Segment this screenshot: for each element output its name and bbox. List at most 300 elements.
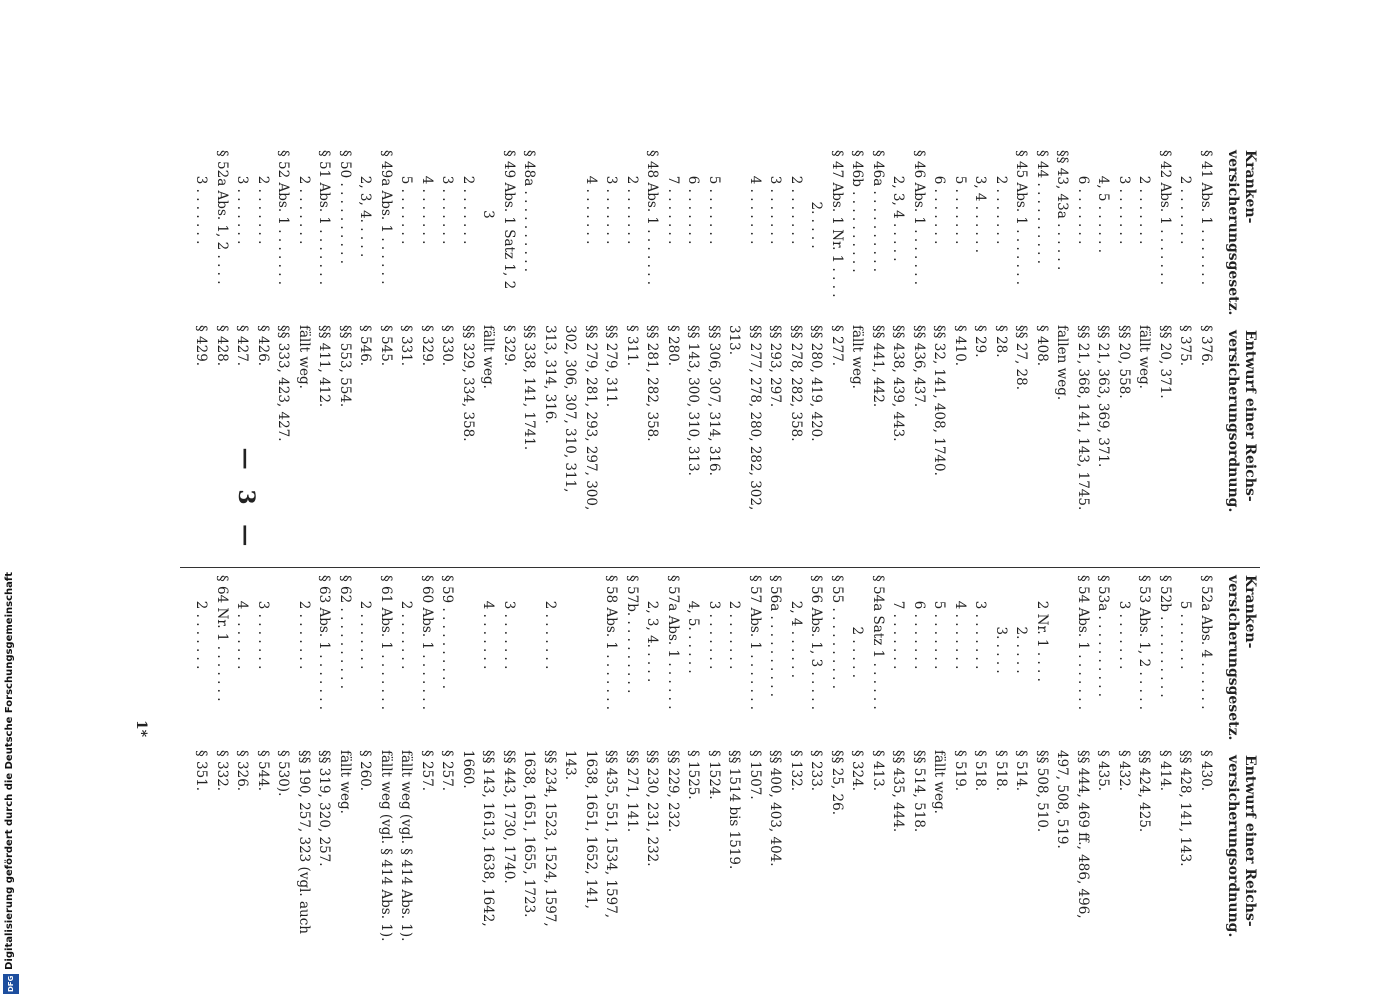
rvo-reference: fällt weg.	[296, 325, 312, 389]
kvg-reference: 2 . . . . . . .	[788, 150, 804, 245]
table-row	[417, 575, 438, 995]
table-row	[1073, 150, 1094, 560]
col-header-right-entwurf: Entwurf einer Reichs- versicherungsordnung.	[1225, 755, 1258, 938]
table-row	[560, 150, 581, 560]
kvg-reference: 5 . . . . . . .	[952, 150, 968, 245]
table-row	[806, 575, 827, 995]
kvg-reference: § 46 Abs. 1 . . . . . . .	[911, 150, 927, 286]
kvg-reference: 3, 4 . . . . . .	[972, 150, 989, 254]
kvg-reference: § 57a Abs. 1 . . . . . .	[665, 575, 681, 710]
rvo-reference: §§ 190, 257, 323 (vgl. auch	[296, 750, 312, 934]
rvo-reference: § 432.	[1116, 750, 1132, 792]
kvg-reference: 6 . . . . . . .	[1075, 150, 1091, 245]
kvg-reference: § 54 Abs. 1 . . . . . . .	[1075, 575, 1091, 711]
table-row	[191, 150, 212, 560]
table-row	[847, 575, 868, 995]
rvo-reference: §§ 338, 141, 1741.	[521, 325, 538, 451]
table-row	[581, 150, 602, 560]
kvg-reference: 4 . . . . . . .	[234, 575, 251, 670]
table-row	[335, 150, 356, 560]
kvg-reference: 6 . . . . . . .	[911, 575, 927, 670]
kvg-reference: §§ 43, 43a . . . . . .	[1054, 150, 1071, 271]
kvg-reference: § 58 Abs. 1 . . . . . . .	[603, 575, 620, 711]
kvg-reference: § 52a Abs. 4 . . . . . .	[1198, 575, 1214, 710]
rvo-reference: § 280.	[665, 325, 681, 367]
table-row	[560, 575, 581, 995]
table-row	[950, 150, 971, 560]
table-row	[929, 150, 950, 560]
rvo-reference: §§ 229, 232.	[665, 750, 681, 833]
table-row	[970, 150, 991, 560]
rvo-reference: §§ 271, 141.	[624, 750, 640, 833]
kvg-reference: § 41 Abs. 1 . . . . . . .	[1198, 150, 1214, 286]
rvo-reference: fallen weg.	[1054, 325, 1071, 401]
rvo-reference: § 132.	[788, 750, 804, 792]
rvo-reference: §§ 25, 26.	[829, 750, 845, 816]
table-row	[1011, 150, 1032, 560]
kvg-reference: 4, 5. . . . . .	[685, 575, 702, 674]
kvg-reference	[560, 575, 581, 750]
rvo-reference: §§ 508, 510.	[1034, 750, 1050, 833]
kvg-reference: § 60 Abs. 1 . . . . . . .	[419, 575, 435, 711]
rvo-reference: 497, 508, 519.	[1054, 750, 1071, 849]
kvg-reference	[458, 575, 479, 750]
kvg-reference: 5 . . . . . . .	[398, 150, 415, 245]
rvo-reference: §§ 281, 282, 358.	[644, 325, 661, 442]
rvo-reference: 1660.	[460, 750, 476, 789]
rvo-reference: §§ 424, 425.	[1136, 750, 1153, 833]
table-row	[273, 575, 294, 995]
kvg-reference: § 62 . . . . . . . . . .	[337, 575, 353, 690]
table-row	[1114, 150, 1135, 560]
rvo-reference: § 311.	[624, 325, 640, 367]
kvg-reference: § 52b . . . . . . . . . .	[1157, 575, 1173, 698]
rvo-reference: §§ 400, 403, 404.	[767, 750, 784, 867]
rvo-reference: § 544.	[255, 750, 271, 792]
kvg-reference: 3 . . . . . . .	[706, 575, 722, 670]
table-row	[1093, 150, 1114, 560]
table-row	[1134, 150, 1155, 560]
table-row	[212, 575, 233, 995]
table-row	[1196, 575, 1217, 995]
table-row	[991, 575, 1012, 995]
kvg-reference: § 64 Nr. 1 . . . . . . .	[214, 575, 230, 702]
table-row	[478, 575, 499, 995]
col-header-right-krankenversicherung: Kranken- versicherungsgesetz.	[1225, 575, 1258, 741]
table-row	[1032, 150, 1053, 560]
table-row	[437, 150, 458, 560]
rvo-reference: §§ 553, 554.	[337, 325, 353, 408]
kvg-reference: 2. . . . .	[808, 150, 825, 249]
kvg-reference: 2 . . . . . . .	[398, 575, 415, 670]
rvo-reference: § 427.	[234, 325, 251, 367]
table-row	[458, 575, 479, 995]
rvo-reference: § 326.	[234, 750, 251, 792]
kvg-reference: 2 . . . . . . .	[542, 575, 558, 670]
table-row	[499, 150, 520, 560]
rvo-reference: §§ 230, 231, 232.	[644, 750, 661, 867]
kvg-reference: 6 . . . . . . .	[685, 150, 702, 245]
rvo-reference: §§ 435, 444.	[890, 750, 907, 833]
kvg-reference: 2 . . . . . . .	[193, 575, 210, 670]
kvg-reference: 2 . . . . . . .	[624, 150, 640, 245]
rvo-reference: § 435.	[1095, 750, 1112, 792]
rvo-reference: §§ 143, 300, 310, 313.	[685, 325, 702, 476]
rvo-reference: § 376.	[1198, 325, 1214, 367]
table-row	[909, 575, 930, 995]
rvo-reference: fällt weg.	[931, 750, 948, 814]
table-row	[745, 575, 766, 995]
rvo-reference: §§ 306, 307, 314, 316.	[706, 325, 722, 476]
kvg-reference: § 42 Abs. 1 . . . . . . .	[1157, 150, 1173, 286]
table-row	[765, 575, 786, 995]
rvo-reference: §§ 319, 320, 257.	[316, 750, 333, 867]
kvg-reference: 2, 3, 4 . . . . .	[890, 150, 907, 262]
kvg-reference: § 53a . . . . . . . . . .	[1095, 575, 1112, 698]
rvo-reference: § 375.	[1177, 325, 1194, 367]
col-header-left-krankenversicherung: Kranken- versicherungsgesetz.	[1225, 150, 1258, 316]
kvg-reference: § 63 Abs. 1 . . . . . . .	[316, 575, 333, 711]
table-row	[335, 575, 356, 995]
rvo-reference: 1638, 1651, 1652, 141,	[583, 750, 599, 909]
table-row	[1073, 575, 1094, 995]
kvg-reference	[273, 575, 294, 750]
table-row	[1134, 575, 1155, 995]
kvg-reference: § 56 Abs. 1, 3 . . . . .	[808, 575, 825, 711]
table-row	[273, 150, 294, 560]
table-row	[929, 575, 950, 995]
kvg-reference: 4 . . . . . . .	[747, 150, 763, 245]
kvg-reference: 5 . . . . . . .	[1177, 575, 1194, 670]
rvo-reference: § 518.	[972, 750, 989, 792]
rvo-reference: 313, 314, 316.	[542, 325, 558, 424]
kvg-reference: 3 . . . . . . .	[234, 150, 251, 245]
table-row	[540, 150, 561, 560]
kvg-reference: 3 . . . . . . .	[501, 575, 517, 670]
table-row	[745, 150, 766, 560]
rvo-reference: §§ 27, 28.	[1013, 325, 1030, 391]
rvo-reference: §§ 443, 1730, 1740.	[501, 750, 517, 884]
rvo-reference: §§ 280, 419, 420.	[808, 325, 825, 442]
kvg-reference: 2 . . . . . . .	[296, 150, 312, 245]
rvo-reference: §§ 20, 371.	[1157, 325, 1173, 399]
rvo-reference: § 429.	[193, 325, 210, 367]
kvg-reference: 2, 3, 4. . . . .	[644, 575, 661, 683]
table-row	[847, 150, 868, 560]
table-row	[458, 150, 479, 560]
kvg-reference: § 45 Abs. 1 . . . . . . .	[1013, 150, 1030, 286]
table-row	[1155, 150, 1176, 560]
kvg-reference: 5 . . . . . . .	[706, 150, 722, 245]
rvo-reference: § 1507.	[747, 750, 763, 800]
rvo-reference: § 332.	[214, 750, 230, 792]
table-row	[1175, 575, 1196, 995]
kvg-reference: § 52 Abs. 1 . . . . . . .	[275, 150, 292, 286]
kvg-reference: § 46b . . . . . . . . . .	[849, 150, 866, 273]
table-row	[376, 150, 397, 560]
rvo-reference: fällt weg (vgl. § 414 Abs. 1).	[378, 750, 394, 942]
kvg-reference: § 53 Abs. 1, 2 . . . . .	[1136, 575, 1153, 711]
kvg-reference: 5 . . . . . . .	[931, 575, 948, 670]
kvg-reference: § 51 Abs. 1 . . . . . . .	[316, 150, 333, 286]
rvo-reference: §§ 333, 423, 427.	[275, 325, 292, 442]
table-row	[519, 575, 540, 995]
table-row	[396, 575, 417, 995]
kvg-reference: 7 . . . . . . .	[890, 575, 907, 670]
kvg-reference: 2 . . . . . . .	[255, 150, 271, 245]
table-row	[970, 575, 991, 995]
table-row	[806, 150, 827, 560]
kvg-reference: § 54a Satz 1 . . . . . .	[870, 575, 886, 710]
rvo-reference: §§ 438, 439, 443.	[890, 325, 907, 442]
kvg-reference: 2 . . . . . . .	[993, 150, 1009, 245]
rvo-reference: 143.	[562, 750, 579, 781]
kvg-reference: 2 Nr. 1 . . . .	[1034, 575, 1050, 682]
col-header-left-entwurf: Entwurf einer Reichs- versicherungsordnung.	[1225, 330, 1258, 513]
rvo-reference: §§ 21, 368, 141, 143, 1745.	[1075, 325, 1091, 511]
table-row	[314, 575, 335, 995]
rvo-reference: § 545.	[378, 325, 394, 367]
rvo-reference: § 233.	[808, 750, 825, 792]
rvo-reference: § 546.	[357, 325, 374, 367]
table-left	[193, 150, 1258, 560]
left-rows	[191, 150, 1216, 560]
table-row	[355, 575, 376, 995]
rvo-reference: § 518.	[993, 750, 1009, 792]
kvg-reference	[581, 575, 602, 750]
rvo-reference: §§ 441, 442.	[870, 325, 886, 408]
rvo-reference: § 530).	[275, 750, 292, 797]
table-row	[540, 575, 561, 995]
rvo-reference: §§ 435, 551, 1534, 1597,	[603, 750, 620, 919]
table-row	[950, 575, 971, 995]
right-rows	[191, 575, 1216, 995]
table-row	[622, 575, 643, 995]
table-row	[232, 575, 253, 995]
kvg-reference: § 46a . . . . . . . . . .	[870, 150, 886, 273]
table-row	[642, 575, 663, 995]
rvo-reference: §§ 436, 437.	[911, 325, 927, 408]
table-row	[253, 150, 274, 560]
table-row	[294, 150, 315, 560]
table-row	[1052, 150, 1073, 560]
rvo-reference: fällt weg (vgl. § 414 Abs. 1).	[398, 750, 415, 942]
kvg-reference: 4, 5 . . . . . .	[1095, 150, 1112, 254]
rvo-reference: § 329.	[419, 325, 435, 367]
rvo-reference: § 260.	[357, 750, 374, 792]
kvg-reference: 2, 3, 4. . . . .	[357, 150, 374, 258]
rvo-reference: § 1524.	[706, 750, 722, 800]
table-row	[888, 575, 909, 995]
rvo-reference: fällt weg.	[1136, 325, 1153, 389]
kvg-reference: 2 . . . . . . .	[296, 575, 312, 670]
rvo-reference: § 324.	[849, 750, 866, 792]
rvo-reference: §§ 444, 469 ff., 486, 496,	[1075, 750, 1091, 919]
table-row	[437, 575, 458, 995]
table-row	[314, 150, 335, 560]
table-row	[212, 150, 233, 560]
rvo-reference: §§ 1514 bis 1519.	[726, 750, 743, 870]
kvg-reference: 2 . . . . . . .	[460, 150, 476, 245]
kvg-reference: 3 . . . . . . .	[1116, 150, 1132, 245]
kvg-reference: 2, 4 . . . . . .	[788, 575, 804, 679]
kvg-reference: 3 . . . . . . .	[767, 150, 784, 245]
sheet-signature: 1*	[133, 720, 149, 738]
kvg-reference: § 52a Abs. 1, 2 . . . .	[214, 150, 230, 285]
table-row	[683, 150, 704, 560]
rvo-reference: §§ 279, 281, 293, 297, 300,	[583, 325, 599, 511]
table-row	[396, 150, 417, 560]
divider-vertical-1	[180, 567, 1260, 568]
table-row	[478, 150, 499, 560]
rvo-reference: §§ 411, 412.	[316, 325, 333, 408]
table-row	[601, 150, 622, 560]
table-row	[704, 575, 725, 995]
table-row	[786, 575, 807, 995]
rvo-reference: §§ 278, 282, 358.	[788, 325, 804, 442]
kvg-reference: 3 . . . . . . .	[972, 575, 989, 670]
table-row	[663, 575, 684, 995]
table-row	[1196, 150, 1217, 560]
table-row	[888, 150, 909, 560]
rvo-reference: § 277.	[829, 325, 845, 367]
kvg-reference: § 57 Abs. 1 . . . . . . .	[747, 575, 763, 711]
table-row	[642, 150, 663, 560]
rvo-reference: § 329.	[501, 325, 517, 367]
kvg-reference: 2 . . . . . . .	[357, 575, 374, 670]
kvg-reference: 4 . . . . . . .	[419, 150, 435, 245]
kvg-reference	[724, 150, 745, 325]
table-row	[1175, 150, 1196, 560]
table-row	[191, 575, 212, 995]
kvg-reference: § 59 . . . . . . . . . .	[439, 575, 456, 690]
kvg-reference: § 48 Abs. 1 . . . . . . .	[644, 150, 661, 286]
table-row	[232, 150, 253, 560]
kvg-reference: § 50 . . . . . . . . . .	[337, 150, 353, 265]
table-row	[581, 575, 602, 995]
rvo-reference: 302, 306, 307, 310, 311,	[562, 325, 579, 493]
table-row	[253, 575, 274, 995]
kvg-reference: § 56a . . . . . . . . . .	[767, 575, 784, 698]
table-row	[1155, 575, 1176, 995]
rvo-reference: § 428.	[214, 325, 230, 367]
kvg-reference: 6 . . . . . . .	[931, 150, 948, 245]
page-number: — 3 —	[233, 447, 259, 553]
rvo-reference: §§ 21, 363, 369, 371.	[1095, 325, 1112, 468]
kvg-reference: § 61 Abs. 1 . . . . . . .	[378, 575, 394, 711]
table-row	[1032, 575, 1053, 995]
table-row	[1011, 575, 1032, 995]
credit-text: Digitalisierung gefördert durch die Deutsche Forschungsgemeinschaft	[4, 572, 15, 970]
rvo-reference: § 408.	[1034, 325, 1050, 367]
table-row	[704, 150, 725, 560]
rvo-reference: § 28.	[993, 325, 1009, 358]
kvg-reference: § 47 Abs. 1 Nr. 1 . . . .	[829, 150, 845, 298]
table-row	[355, 150, 376, 560]
rvo-reference: § 514.	[1013, 750, 1030, 792]
rvo-reference: § 519.	[952, 750, 968, 792]
kvg-reference: § 55 . . . . . . . . . .	[829, 575, 845, 690]
kvg-reference: § 49 Abs. 1 Satz 1, 2	[501, 150, 517, 290]
kvg-reference: § 44 . . . . . . . . . .	[1034, 150, 1050, 265]
table-row	[1093, 575, 1114, 995]
table-row	[376, 575, 397, 995]
kvg-reference: 2 . . . . . . .	[1136, 150, 1153, 245]
table-row	[683, 575, 704, 995]
rvo-reference: § 330.	[439, 325, 456, 367]
table-row	[1114, 575, 1135, 995]
kvg-reference	[540, 150, 561, 325]
rvo-reference: §§ 20, 558.	[1116, 325, 1132, 399]
kvg-reference: 4 . . . . . . .	[952, 575, 968, 670]
kvg-reference: 2 . . . . . . .	[726, 575, 743, 670]
rvo-reference: fällt weg.	[480, 325, 497, 389]
kvg-reference: § 48a . . . . . . . . . .	[521, 150, 538, 273]
table-right	[193, 575, 1258, 995]
rvo-reference: § 414.	[1157, 750, 1173, 792]
kvg-reference: 3	[480, 150, 497, 219]
kvg-reference	[519, 575, 540, 750]
table-row	[601, 575, 622, 995]
kvg-reference: 7 . . . . . . .	[665, 150, 681, 245]
table-row	[827, 575, 848, 995]
table-row	[519, 150, 540, 560]
table-row	[663, 150, 684, 560]
table-row	[909, 150, 930, 560]
kvg-reference: 3 . . . . . . .	[255, 575, 271, 670]
rvo-reference: §§ 279, 311.	[603, 325, 620, 408]
table-row	[827, 150, 848, 560]
rvo-reference: §§ 293, 297.	[767, 325, 784, 408]
rvo-reference: § 29.	[972, 325, 989, 358]
kvg-reference: 3 . . . . . . .	[439, 150, 456, 245]
kvg-reference	[560, 150, 581, 325]
kvg-reference: 4 . . . . . . .	[583, 150, 599, 245]
table-row	[417, 150, 438, 560]
rvo-reference: §§ 428, 141, 143.	[1177, 750, 1194, 867]
rvo-reference: 1638, 1651, 1655, 1723.	[521, 750, 538, 918]
sidebar-credit	[0, 0, 24, 1000]
table-row	[1052, 575, 1073, 995]
rvo-reference: §§ 329, 334, 358.	[460, 325, 476, 442]
rvo-reference: §§ 32, 141, 408, 1740.	[931, 325, 948, 476]
table-row	[786, 150, 807, 560]
rvo-reference: fällt weg.	[849, 325, 866, 389]
kvg-reference: 2 . . . . . . .	[1177, 150, 1194, 245]
kvg-reference	[1052, 575, 1073, 750]
table-row	[868, 150, 889, 560]
kvg-reference: 2. . . . .	[1013, 575, 1030, 674]
table-row	[724, 575, 745, 995]
table-row	[622, 150, 643, 560]
rvo-reference: § 410.	[952, 325, 968, 367]
rvo-reference: § 331.	[398, 325, 415, 367]
rvo-reference: § 430.	[1198, 750, 1214, 792]
dfg-logo: DFG	[3, 974, 19, 994]
rvo-reference: § 257.	[439, 750, 456, 792]
kvg-reference: 3. . . . .	[993, 575, 1009, 674]
rvo-reference: fällt weg.	[337, 750, 353, 814]
table-row	[991, 150, 1012, 560]
table-row	[499, 575, 520, 995]
table-row	[724, 150, 745, 560]
rvo-reference: §§ 234, 1523, 1524, 1597,	[542, 750, 558, 927]
kvg-reference: 4 . . . . . . .	[480, 575, 497, 670]
table-row	[868, 575, 889, 995]
kvg-reference: § 49a Abs. 1 . . . . . .	[378, 150, 394, 285]
rvo-reference: § 257.	[419, 750, 435, 792]
rvo-reference: 313.	[726, 325, 743, 356]
